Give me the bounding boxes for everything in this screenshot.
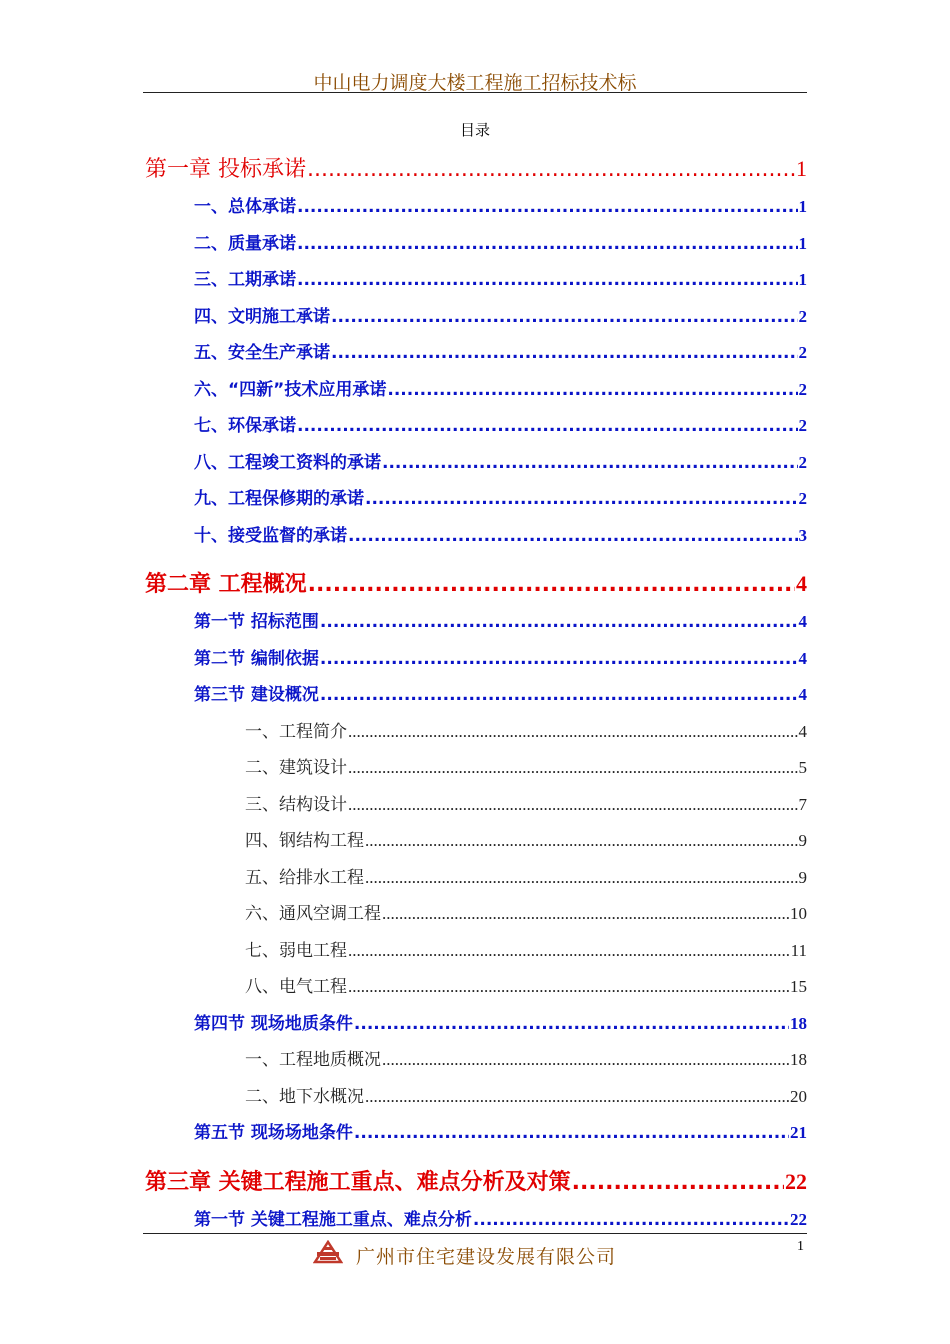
toc-entry[interactable] [145,567,807,598]
toc-dot-leader [382,904,789,924]
toc-entry-title: 九、工程保修期的承诺 [194,489,364,509]
toc-entry-title: 一、总体承诺 [194,197,296,217]
toc-entry[interactable] [245,863,807,888]
toc-entry-page: 4 [798,685,807,704]
toc-entry[interactable] [245,1082,807,1107]
toc-entry-title: 四、文明施工承诺 [194,307,330,327]
toc-entry-title: 六、“四新”技术应用承诺 [194,380,387,400]
toc-entry[interactable] [245,826,807,851]
company-logo-icon [313,1240,343,1264]
toc-entry[interactable] [194,229,807,254]
toc-entry-title: 二、质量承诺 [194,234,296,254]
toc-entry-title: 五、给排水工程 [245,868,364,888]
toc-entry-title: 第二节 编制依据 [194,649,319,669]
toc-entry-page: 20 [790,1087,807,1106]
toc-entry-title: 第五节 现场场地条件 [194,1123,353,1143]
toc-dot-leader [473,1210,789,1230]
toc-entry-title: 十、接受监督的承诺 [194,526,347,546]
toc-dot-leader [365,868,798,888]
toc-entry[interactable] [194,521,807,546]
toc-entry-title: 一、工程地质概况 [245,1050,381,1070]
toc-entry[interactable] [245,1045,807,1070]
toc-dot-leader [354,1123,789,1143]
toc-entry-page: 2 [798,453,807,472]
toc-entry[interactable] [194,680,807,705]
toc-entry-title: 六、通风空调工程 [245,904,381,924]
toc-entry-title: 八、工程竣工资料的承诺 [194,453,381,473]
page-number: 1 [797,1239,804,1254]
toc-entry[interactable] [194,644,807,669]
toc-entry-title: 第一节 招标范围 [194,612,319,632]
toc-entry[interactable] [194,265,807,290]
toc-dot-leader [308,572,795,597]
toc-entry[interactable] [245,753,807,778]
toc-entry-page: 4 [798,722,807,741]
toc-dot-leader [297,197,798,217]
toc-entry[interactable] [145,152,807,183]
toc-entry-title: 一、工程简介 [245,722,347,742]
toc-heading: 目录 [459,121,490,139]
running-header-title: 中山电力调度大楼工程施工招标技术标 [313,72,637,94]
toc-entry-title: 第三节 建设概况 [194,685,319,705]
toc-entry-page: 18 [790,1014,807,1033]
toc-dot-leader [297,270,798,290]
toc-entry-title: 八、电气工程 [245,977,347,997]
toc-dot-leader [320,685,798,705]
toc-entry-title: 第一节 关键工程施工重点、难点分析 [194,1210,472,1230]
toc-entry-page: 9 [798,868,807,887]
toc-entry-title: 五、安全生产承诺 [194,343,330,363]
toc-entry-title: 第三章 关键工程施工重点、难点分析及对策 [145,1170,571,1195]
toc-entry[interactable] [194,448,807,473]
toc-dot-leader [382,1050,789,1070]
toc-entry[interactable] [145,1165,807,1196]
toc-entry-page: 9 [798,831,807,850]
toc-entry-title: 三、工期承诺 [194,270,296,290]
toc-entry[interactable] [194,607,807,632]
toc-dot-leader [348,722,798,742]
toc-dot-leader [331,307,798,327]
header-rule [143,92,807,93]
toc-entry-title: 四、钢结构工程 [245,831,364,851]
toc-entry-title: 二、地下水概况 [245,1087,364,1107]
toc-entry-title: 第一章 投标承诺 [145,157,306,182]
toc-entry-page: 21 [790,1123,807,1142]
toc-entry-page: 2 [798,489,807,508]
toc-entry-page: 10 [790,904,807,923]
toc-entry-page: 2 [798,380,807,399]
toc-dot-leader [382,453,798,473]
toc-entry[interactable] [194,338,807,363]
toc-entry-page: 2 [798,307,807,326]
toc-entry-page: 7 [798,795,807,814]
toc-entry-page: 22 [790,1210,807,1229]
toc-entry[interactable] [245,717,807,742]
toc-entry-page: 2 [798,416,807,435]
toc-entry-page: 5 [798,758,807,777]
toc-dot-leader [365,489,798,509]
toc-dot-leader [297,416,798,436]
toc-entry[interactable] [194,192,807,217]
toc-entry-page: 15 [790,977,807,996]
toc-dot-leader [331,343,798,363]
toc-dot-leader [307,157,795,182]
toc-entry[interactable] [194,1118,807,1143]
toc-entry-page: 1 [796,156,807,181]
toc-dot-leader [297,234,798,254]
toc-entry[interactable] [194,375,807,400]
toc-entry[interactable] [245,936,807,961]
toc-entry[interactable] [194,1205,807,1230]
toc-entry-page: 1 [798,197,807,216]
toc-dot-leader [354,1014,789,1034]
toc-entry-page: 3 [798,526,807,545]
toc-dot-leader [365,1087,789,1107]
toc-entry-title: 七、环保承诺 [194,416,296,436]
toc-dot-leader [348,758,798,778]
toc-entry-title: 第四节 现场地质条件 [194,1014,353,1034]
toc-entry-page: 18 [790,1050,807,1069]
toc-entry-title: 三、结构设计 [245,795,347,815]
toc-entry-title: 二、建筑设计 [245,758,347,778]
toc-dot-leader [387,380,797,400]
toc-entry-page: 1 [798,270,807,289]
toc-entry-title: 七、弱电工程 [245,941,347,961]
toc-dot-leader [572,1170,784,1195]
toc-entry[interactable] [194,302,807,327]
toc-entry-page: 1 [798,234,807,253]
footer-rule [143,1233,807,1234]
toc-dot-leader [320,649,798,669]
toc-entry[interactable] [245,790,807,815]
toc-entry-page: 4 [798,649,807,668]
toc-dot-leader [348,941,790,961]
footer-company-name: 广州市住宅建设发展有限公司 [356,1246,617,1268]
toc-dot-leader [348,795,798,815]
toc-dot-leader [365,831,798,851]
toc-dot-leader [320,612,798,632]
toc-entry[interactable] [245,972,807,997]
toc-entry[interactable] [194,484,807,509]
toc-entry[interactable] [245,899,807,924]
toc-entry-page: 11 [790,941,807,960]
toc-dot-leader [348,977,789,997]
toc-entry[interactable] [194,1009,807,1034]
toc-entry-title: 第二章 工程概况 [145,572,307,597]
toc-entry-page: 4 [798,612,807,631]
toc-entry-page: 22 [785,1169,807,1194]
toc-entry-page: 2 [798,343,807,362]
toc-dot-leader [348,526,798,546]
toc-entry-page: 4 [796,571,807,596]
toc-entry[interactable] [194,411,807,436]
